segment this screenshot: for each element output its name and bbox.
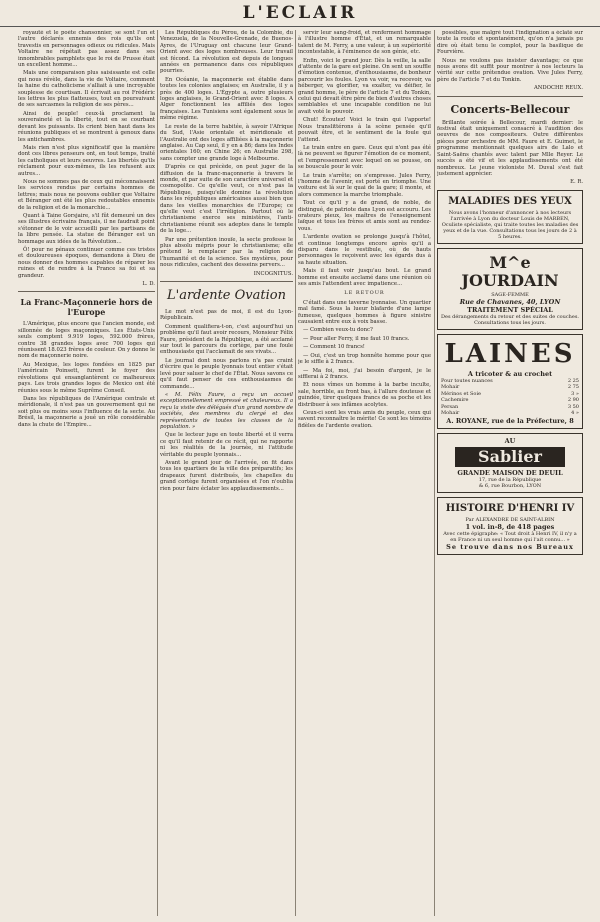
paragraph: Le mot n'est pas de moi, il est du Lyon-Républicain. [160, 309, 293, 322]
newspaper-title: L'ECLAIR [242, 3, 358, 23]
article-heading: La Franc-Maçonnerie hors de l'Europe [20, 297, 153, 318]
masthead [0, 0, 600, 27]
paragraph: D'après ce qui précède, on peut juger de la diffusion de la franc-maçonnerie à travers le monde, et par suite de son caractère universel et cosmopolite. Ce qu'elle veut, ce n'est pas la République, puisqu'elle domine la révolution dans les républiques américaines aussi bien que dans les vieilles monarchies de l'Europe; ce qu'elle veut c'est l'irréligion. Partout où le christianisme exerce ses ministères, l'anti-christianisme réunit ses adeptes dans le temple de la loge... [160, 164, 293, 235]
paragraph: Ô! pour ne pénaux continuer comme ces tristes et douloureuses époques, demandons à Dieu de nous donner des hommes capables de réparer les ruines et de rendre à la France sa foi et sa grandeur. [18, 247, 155, 279]
paragraph: Mais il faut voir jusqu'au bout. Le grand homme est ensuite acclamé dans une réunion où ses amis l'attendent avec impatience... [298, 268, 431, 288]
column-2 [160, 30, 293, 916]
signature: E. R. [570, 179, 583, 186]
signature: INCOGNITUS. [253, 270, 293, 277]
ad-title: HISTOIRE D'HENRI IV [445, 502, 575, 514]
paragraph: Et nous vîmes un homme à la barbe inculte, sale, horrible, au front bas, à l'allure douteuse et guindée, tirer quelques francs de sa poche et les distribuer à ses infâmes acolytes. [298, 382, 431, 408]
paragraph: Nous ne sommes pas de ceux qui méconnaissent les services rendus par certains hommes de lettres; mais nous ne pouvons oublier que Voltaire et Béranger ont été les plus redoutables ennemis de la religion et de la monarchie... [18, 178, 155, 211]
paragraph: L'ardente ovation se prolonge jusqu'à l'hôtel, et continue longtemps encore après qu'il a disparu dans le vestibule, où de hauts personnages le reçoivent avec les égards dus à sa haute situation. [298, 234, 431, 266]
paragraph: Le journal dont nous parlons n'a pas craint d'écrire que le peuple lyonnais tout entier s'était levé pour saluer le chef de l'État. Nous savons ce qu'il faut penser de ces enthousiasmes de commande... [160, 357, 293, 390]
column-3 [298, 30, 431, 916]
price-row: Mérinos et Soie 3 » [441, 390, 579, 397]
paragraph: — Combien veux-tu donc? [303, 327, 373, 334]
advertisement-jourdain [437, 248, 583, 330]
ad-volume: 1 vol. in-8, de 418 pages [465, 522, 555, 531]
ad-title: LAINES [444, 338, 576, 369]
ad-shop: A. ROYANE, rue de la Préfecture, 8 [446, 416, 574, 425]
paragraph: Nous ne voulons pas insister davantage; ce que nous avons dit suffit pour montrer à nos lecteurs la vérité sur cette prétendue ovation. Vive Jules Ferry, père de l'article 7 et du Tonkin. [437, 57, 583, 83]
price-row: Persan 3 50 [441, 403, 579, 410]
article-heading: L'ardente Ovation [167, 288, 286, 304]
divider [160, 281, 293, 282]
paragraph: Dans les républiques de l'Amérique centrale et méridionale, il n'est pas un gouvernement qui ne soit plus ou moins sous l'influence de la secte. Au Brésil, la maçonnerie a joué un rôle considérable dans la chute de l'Empire... [18, 395, 155, 428]
signature: L. D. [142, 281, 155, 288]
divider [18, 291, 155, 292]
ad-text: Des dérangements du retour et des suites de couches. Consultations tous les jours. [441, 313, 579, 326]
ad-footer: Se trouve dans nos Bureaux [446, 542, 574, 551]
paragraph: C'était dans une taverne lyonnaise. Un quartier mal famé. Sous la lueur blafarde d'une lampe fumeuse, quelques hommes à figure sinistre causaient entre eux à voix basse. [298, 299, 431, 326]
paragraph: « M. Félix Faure, a reçu un accueil exceptionnellement empressé et chaleureux. Il a reçu la visite des délégués d'un grand nombre de sociétés, des membres du clergé et des représentants de toutes les classes de la population. » [160, 391, 293, 430]
section-subheading: LE RETOUR [344, 290, 385, 297]
paragraph: Chut! Écoutez! Voici le train qui l'apporte! Nous translittérons à la scène pensée qu'il pouvait être, et le sentiment de la foule qui l'attend. [298, 117, 431, 143]
advertisement-henri [437, 497, 583, 555]
article-heading: Concerts-Bellecour [450, 102, 570, 116]
paragraph: Que le lecteur juge en toute liberté et il verra ce qu'il faut retenir de ce récit, qui ne rapporte ni les réalités de la journée, ni l'attitude véritable du peuple lyonnais... [160, 432, 293, 458]
column-4 [437, 30, 583, 916]
ad-prefix: AU [504, 436, 516, 445]
paragraph: Le train s'arrête; on s'empresse. Jules Ferry, l'homme de l'avenir, est porté en triomphe. Une voiture est là sur le quai de la gare; il monte, et alors commence la marche triomphale. [298, 172, 431, 198]
paragraph: Ceux-ci sont les vrais amis du peuple, ceux qui savent reconnaître le mérite! Ce sont les témoins fidèles de l'ardente ovation. [298, 409, 431, 429]
paragraph: — Oui, c'est un trop honnête homme pour que je le siffle à 2 francs. [298, 352, 431, 366]
ad-title: M^e JOURDAIN [461, 252, 559, 290]
paragraph: — Ma foi, moi, j'ai besoin d'argent, je le sifflerai à 2 francs. [298, 367, 431, 380]
paragraph: Mais rien n'est plus significatif que la manière dont ces libres penseurs ont, en tout temps, traité les catholiques et leurs oeuvres. Les libertés qu'ils réclament pour eux-mêmes, ils les refusent aux autres... [18, 144, 155, 177]
price-row: Cachemire 2 90 [441, 397, 579, 404]
signature: ANDOCHE REUX. [533, 85, 583, 92]
column-rule [434, 30, 435, 916]
ad-title: MALADIES DES YEUX [448, 195, 572, 207]
advertisement-eyes [437, 190, 583, 244]
paragraph: Au Mexique, les loges fondées en 1825 par l'américain Poinsett, furent le foyer des révolutions qui ensanglantèrent ce malheureux pays. Les trois grandes loges de Mexico ont été réunies sous le même Suprême Conseil. [18, 361, 155, 394]
price-row: Mohair 2 75 [441, 384, 579, 391]
advertisement-laines [437, 334, 583, 429]
price-row: Pour toutes nuances 2 25 [441, 377, 579, 384]
paragraph: Avant le grand jour de l'arrivée, on fit dans tous les quartiers de la ville des préparatifs; les drapeaux furent distribués, les chapelles du grand cortège furent organisées et l'on n'oublia rien pour faire éclater les applaudissements... [160, 459, 293, 492]
paragraph: En Océanie, la maçonnerie est établie dans toutes les colonies anglaises; en Australie, il y a près de 400 loges. L'Égypte a, outre plusieurs loges anglaises, le Grand-Orient avec 8 loges. A Alger fonctionnent les affiliés des loges françaises. Les Tunisiens sont également sous le même régime. [160, 76, 293, 122]
ad-address: Rue de Chavanes, 40, LYON [459, 297, 561, 306]
paragraph: — Comment 10 francs! [303, 344, 365, 351]
ad-title: Sablier [455, 447, 565, 467]
ad-subtitle: A tricoter & au crochet [467, 369, 553, 378]
paragraph: L'Amérique, plus encore que l'ancien monde, est sillonnée de loges maçonniques. Les États-Unis seuls comptent 9.919 loges, 592.000 frères, contre 38 grandes loges avec 700 loges qui réunissent 18.023 frères de couleur. On y donne le nom de maçonnerie noire. [18, 321, 155, 360]
divider [437, 96, 583, 97]
paragraph: Enfin, voici le grand jour. Dès la veille, la salle d'attente de la gare est pleine. On sent un souffle d'émotion contenue, d'enthousiasme, de bonheur parcourir les foules. Lyon va voir, va recevoir, va héberger, va glorifier, va exalter, va déifier, le grand homme, le père de l'article 7 et du Tonkin, celui qui devait être père de bien d'autres choses semblables et une incapable condition ne lui avait voté le pouvoir. [298, 57, 431, 115]
paragraph: Ainsi de peuple! ceux-là proclament la souveraineté et la liberté, tout en se courbant devant les puissants. Ils crient bien haut dans les réunions publiques et se montrent à genoux dans les antichambres. [18, 110, 155, 143]
ad-text: Nous avons l'honneur d'annoncer à nos lecteurs l'arrivée à Lyon du docteur Louis de MARBEN, Oculiste spécialiste, qui traite toutes les maladies des yeux et de la vue. Consultations tous les jours de 2 à 5 heures. [441, 209, 579, 240]
column-rule [157, 30, 158, 916]
ad-subtitle: Par ALEXANDRE DE SAINT-ALBIN [465, 516, 555, 523]
ad-address: & 6, rue Bourbon, LYON [478, 482, 542, 489]
paragraph: Quant à Taine Gorsjaire, s'il fût demeuré un des ses illustres écrivains français, il ne faudrait point s'étonner de le voir accueilli par les partisans de la libre pensée. La statue de Béranger est un hommage aux idées de la Révolution... [18, 212, 155, 245]
ad-heading: TRAITEMENT SPÉCIAL [467, 305, 553, 314]
paragraph: Par une prétention inouïe, la secte professe le plus absolu mépris pour le christianisme; elle prétend le remplacer par la religion de l'humanité et de la science. Ses mystères, pour nous ridicules, cachent des desseins pervers... [160, 236, 293, 269]
paragraph: Mais une comparaison plus saisissante est celle qui nous révèle, dans la vie de Voltaire, comment la haine du catholicisme s'alliait à une incroyable souplesse de courtisan. Il écrivait au roi Frédéric les lettres les plus flatteuses, tout en poursuivant de ses sarcasmes la religion de ses pères... [18, 70, 155, 109]
ad-text: Avec cette épigraphe: « Tout droit à Henri IV, il n'y a en France ni un seul homme qui l'ait connu... » [443, 530, 577, 543]
paragraph: Le reste de la terre habitée, à savoir l'Afrique du Sud, l'Asie orientale et méridionale et l'Australie ont des loges affiliées à la maçonnerie anglaise. Au Cap seul, il y en a 86; dans les Indes orientales 160; en Chine 26; en Australie 298, sans compter une grande loge à Melbourne. [160, 123, 293, 162]
ad-subtitle: GRANDE MAISON DE DEUIL [457, 468, 563, 477]
column-1 [18, 30, 155, 916]
paragraph: Brillante soirée à Bellecour, mardi dernier: le festival était uniquement consacré à l'audition des oeuvres de nos compositeurs. Outre différentes pièces pour orchestre de MM. Faure et E. Guimet, le programme mentionnait quelques airs de Lalo et Saint-Saëns chantés avec talent par Mlle Reyer. Le succès a été vif et les applaudissements ont été nombreux. Le jeune violoniste M. Duval s'est fait justement apprécier. [437, 119, 583, 177]
ad-address: 17, rue de la République [478, 476, 542, 483]
price-row: Mohair 4 » [441, 410, 579, 417]
paragraph: — Pour aller Ferry, il me faut 10 francs. [303, 335, 410, 342]
paragraph: royauté et le poète chansonnier, se sont l'un et l'autre déclarés ennemis des rois qu'ils ont travestis en personnages odieux ou ridicules. Mais Voltaire ne répétait pas assez dans ses innombrables pamphlets que le roi de Prusse était un excellent homme... [18, 30, 155, 69]
paragraph: possibles, que malgré tout l'indignation a éclaté sur toute la route et spontanément, qu'on n'a jamais pu dire où était tenu le complot, pour la basilique de Fourvière. [437, 30, 583, 56]
paragraph: Tout ce qu'il y a de grand, de noble, de distingué, de patriote dans Lyon est accouru. Les orateurs pieux, les maîtres de l'enseignement laïque et tous les frères et amis sont au rendez-vous. [298, 200, 431, 232]
paragraph: Comment qualifiera-t-on, c'est aujourd'hui un problème qu'il faut avoir recours, Monsieur Félix Faure, président de la République, a été acclamé sur tout le parcours du cortège, par une foule enthousiaste qui l'acclamait de ses vivats... [160, 323, 293, 356]
ad-subtitle: SAGE-FEMME [491, 291, 529, 298]
advertisement-sablier [437, 433, 583, 493]
paragraph: servir leur sang-froid, et renferment hommage à l'illustre homme d'État, et un remarquable talent de M. Ferry, a une valeur, à un supériorité incontestable, à l'éminence de son génie, etc. [298, 30, 431, 56]
paragraph: Le train entre en gare. Ceux qui n'ont pas été là ne peuvent se figurer l'émotion de ce moment, et l'empressement avec lequel on se pousse, on se bouscule pour le voir. [298, 144, 431, 171]
paragraph: Les Républiques du Pérou, de la Colombie, du Venezuela, de la Nouvelle-Grenade, de Buenos-Ayres, de l'Uruguay ont chacune leur Grand-Orient avec des loges nombreuses. Leur travail est fécond. La révolution est depuis de longues années en permanence dans ces républiques pourries. [160, 30, 293, 75]
column-rule [295, 30, 296, 916]
